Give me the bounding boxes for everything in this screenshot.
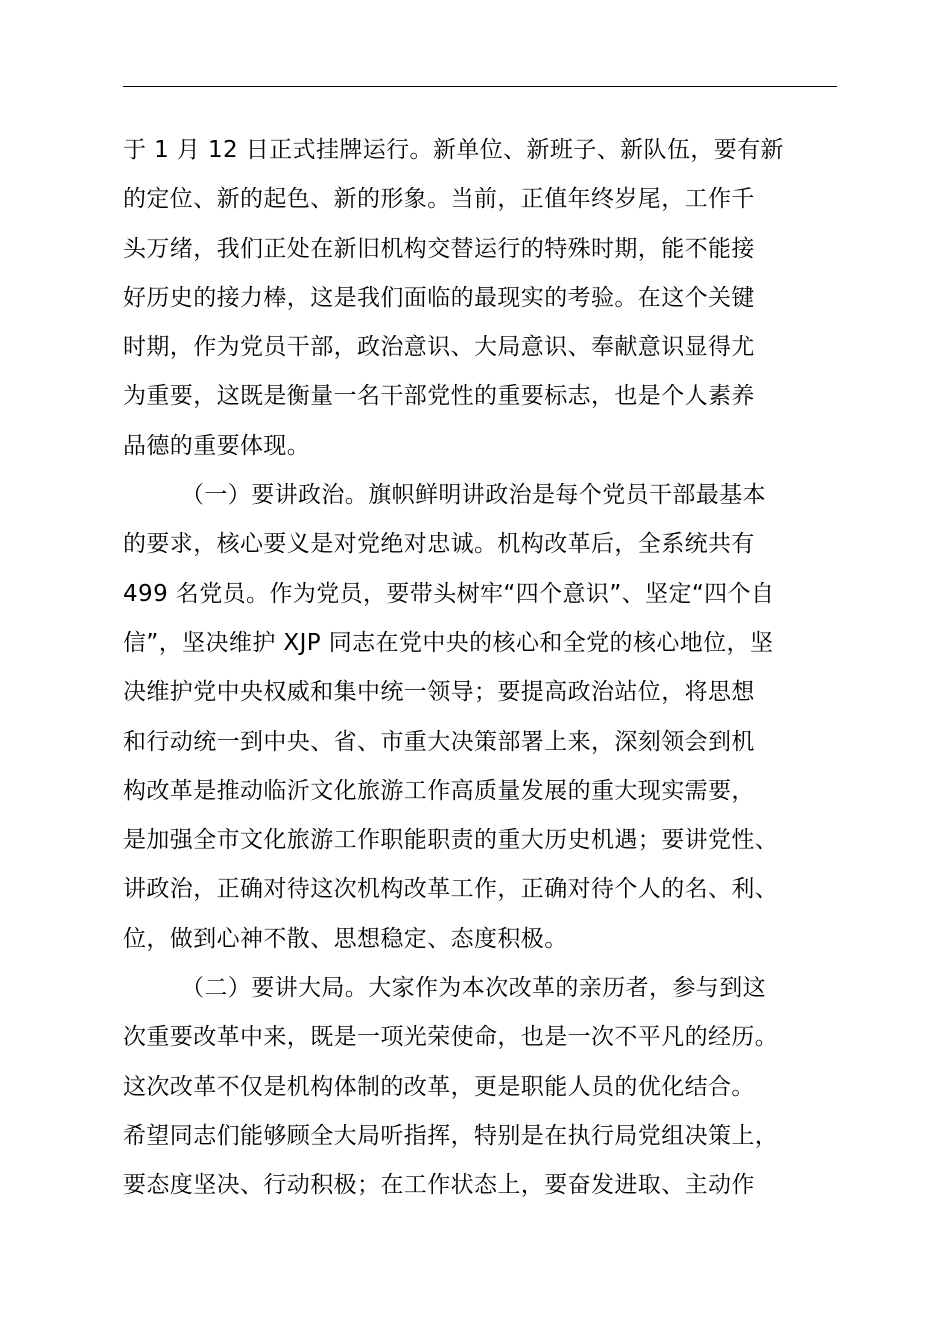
text-line: 499 名党员。作为党员，要带头树牢“四个意识”、坚定“四个自	[123, 580, 775, 607]
text-line: 为重要，这既是衡量一名干部党性的重要标志，也是个人素养	[123, 383, 755, 410]
text-line: 头万绪，我们正处在新旧机构交替运行的特殊时期，能不能接	[123, 235, 755, 262]
text-line: 希望同志们能够顾全大局听指挥，特别是在执行局党组决策上，	[123, 1122, 779, 1149]
text-line: 构改革是推动临沂文化旅游工作高质量发展的重大现实需要，	[123, 777, 755, 804]
text-line: 信”，坚决维护 XJP 同志在党中央的核心和全党的核心地位，坚	[123, 629, 774, 656]
text-line: 品德的重要体现。	[123, 432, 311, 459]
text-line: 好历史的接力棒，这是我们面临的最现实的考验。在这个关键	[123, 284, 755, 311]
text-line: 的定位、新的起色、新的形象。当前，正值年终岁尾，工作千	[123, 186, 755, 213]
text-line: 次重要改革中来，既是一项光荣使命，也是一次不平凡的经历。	[123, 1024, 779, 1051]
text-line: 讲政治，正确对待这次机构改革工作，正确对待个人的名、利、	[123, 876, 779, 903]
text-line: 和行动统一到中央、省、市重大决策部署上来，深刻领会到机	[123, 728, 755, 755]
text-line: 位，做到心神不散、思想稳定、态度积极。	[123, 925, 568, 952]
text-line: 的要求，核心要义是对党绝对忠诚。机构改革后，全系统共有	[123, 531, 755, 558]
text-line: 时期，作为党员干部，政治意识、大局意识、奉献意识显得尤	[123, 334, 755, 361]
paragraph-heading-line: （二）要讲大局。大家作为本次改革的亲历者，参与到这	[181, 975, 766, 1002]
text-line: 这次改革不仅是机构体制的改革，更是职能人员的优化结合。	[123, 1073, 755, 1100]
text-line: 要态度坚决、行动积极；在工作状态上，要奋发进取、主动作	[123, 1172, 755, 1199]
text-line: 于 1 月 12 日正式挂牌运行。新单位、新班子、新队伍，要有新	[123, 137, 784, 163]
header-rule	[123, 86, 837, 87]
text-line: 是加强全市文化旅游工作职能职责的重大历史机遇；要讲党性、	[123, 827, 779, 854]
paragraph-heading-line: （一）要讲政治。旗帜鲜明讲政治是每个党员干部最基本	[181, 482, 766, 509]
document-body	[123, 126, 837, 1211]
text-line: 决维护党中央权威和集中统一领导；要提高政治站位，将思想	[123, 679, 755, 706]
